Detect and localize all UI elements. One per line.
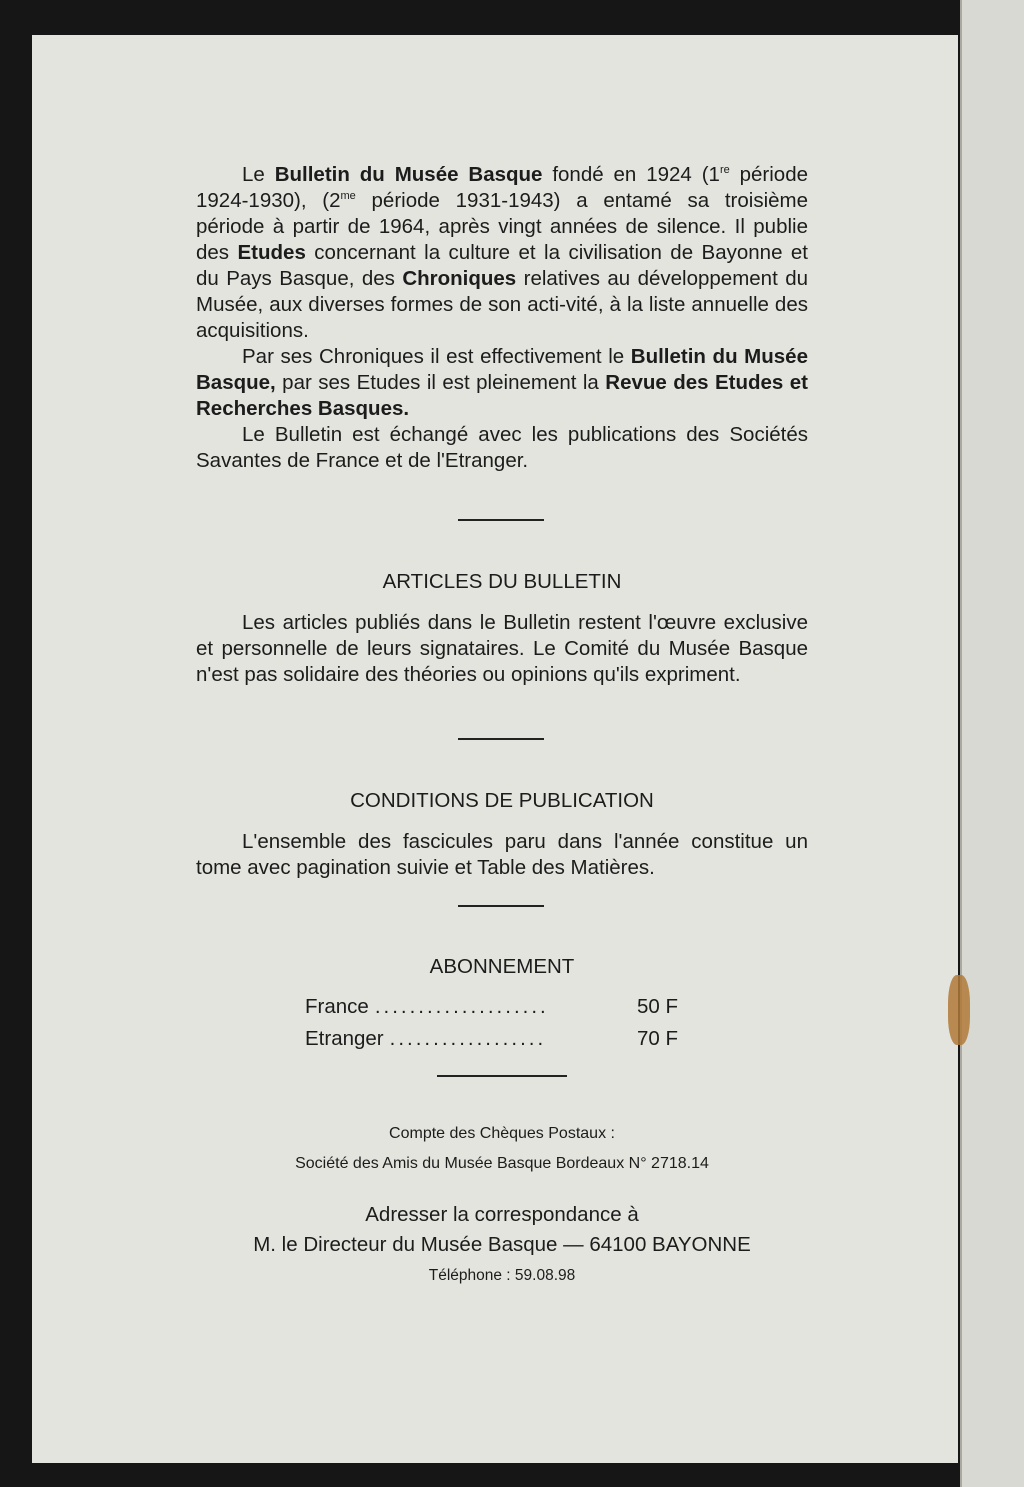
conditions-text: L'ensemble des fascicules paru dans l'année constitue un tome avec pagination suivie et Table des Matières. xyxy=(196,830,808,879)
divider xyxy=(458,738,544,740)
divider xyxy=(458,519,544,521)
text: Par ses Chroniques il est effectivement le xyxy=(242,345,631,368)
leader-dots: .................. xyxy=(389,1027,547,1050)
address-intro: Adresser la correspondance à xyxy=(365,1203,639,1226)
text: relatives au développement du Musée, aux diverses formes de son acti-vité, à la liste annuelle des acquisitions. xyxy=(196,267,808,342)
text: Le xyxy=(242,163,275,186)
text: période 1931-1943) a entamé sa troisième période à partir de 1964, après vingt années de silence. Il publie des xyxy=(196,189,808,264)
leader-dots: .................... xyxy=(374,995,549,1018)
articles-section xyxy=(196,610,808,688)
intro-paragraph-2 xyxy=(196,344,808,422)
cheques-label: Compte des Chèques Postaux : xyxy=(389,1125,615,1142)
text: par ses Etudes il est pleinement la xyxy=(275,371,606,394)
price-label: Etranger xyxy=(305,1027,384,1050)
superscript: re xyxy=(719,164,730,176)
divider xyxy=(458,905,544,907)
bold-text: Etudes xyxy=(237,241,306,264)
bold-text: Chroniques xyxy=(402,267,517,290)
price-label: France xyxy=(305,995,369,1018)
address-line: M. le Directeur du Musée Basque — 64100 BAYONNE xyxy=(253,1233,751,1256)
text: fondé en 1924 (1 xyxy=(542,163,720,186)
price-value: 50 F xyxy=(637,995,679,1018)
paper-stain xyxy=(948,975,970,1045)
text: période 1924-1930), (2 xyxy=(196,163,808,212)
bold-text: Revue des Etudes et Recherches Basques. xyxy=(196,371,808,420)
intro-paragraph-1 xyxy=(196,162,808,344)
price-row-etranger xyxy=(305,1027,697,1051)
divider xyxy=(437,1075,567,1077)
bold-text: Bulletin du Musée Basque xyxy=(274,163,543,186)
price-value: 70 F xyxy=(637,1027,679,1050)
abonnement-heading: ABONNEMENT xyxy=(429,955,575,978)
articles-heading: ARTICLES DU BULLETIN xyxy=(382,570,622,593)
price-row-france xyxy=(305,995,697,1019)
conditions-heading: CONDITIONS DE PUBLICATION xyxy=(350,789,654,812)
intro-section xyxy=(196,162,808,474)
adjacent-page-edge xyxy=(960,0,1024,1487)
bold-text: Bulletin du Musée Basque, xyxy=(196,345,808,394)
societe-account: Société des Amis du Musée Basque Bordeaux N° 2718.14 xyxy=(295,1155,709,1172)
superscript: me xyxy=(340,190,356,202)
articles-text: Les articles publiés dans le Bulletin restent l'œuvre exclusive et personnelle de leurs signataires. Le Comité du Musée Basque n'est pas solidaire des théories ou opinions qu'ils expriment. xyxy=(196,611,808,686)
telephone: Téléphone : 59.08.98 xyxy=(428,1267,576,1284)
text: concernant la culture et la civilisation de Bayonne et du Pays Basque, des xyxy=(196,241,809,290)
conditions-section xyxy=(196,829,808,881)
intro-paragraph-3: Le Bulletin est échangé avec les publications des Sociétés Savantes de France et de l'Etranger. xyxy=(196,423,808,472)
